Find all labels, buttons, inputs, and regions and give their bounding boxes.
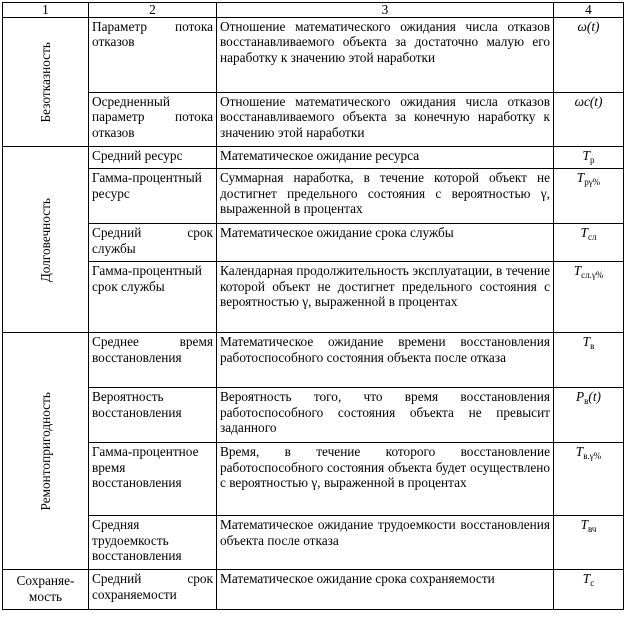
group-label: Долговечность: [38, 197, 53, 282]
header-cell-4: 4: [554, 3, 624, 18]
table-row: [3, 224, 624, 262]
group-cell-sokhranyaemost: [3, 570, 89, 610]
symbol-cell: [554, 516, 624, 570]
symbol: T: [582, 571, 591, 587]
symbol-cell: [554, 333, 624, 388]
definition-cell: Математическое ожидание срока службы: [217, 224, 554, 262]
group-cell-bezotkaznost: [3, 18, 89, 147]
table-row: [3, 388, 624, 443]
definition-cell: Вероятность того, что время восстановления работоспособного состояния объекта не превысит заданного: [217, 388, 554, 443]
term-cell: Гамма-процентный ресурс: [89, 169, 217, 224]
table-body: [3, 3, 624, 610]
table-row: [3, 570, 624, 610]
term-cell: Среднее время восстановления: [89, 333, 217, 388]
symbol-cell: [554, 570, 624, 610]
symbol: T: [576, 170, 585, 186]
symbol-cell: [554, 388, 624, 443]
header-cell-1: 1: [3, 3, 89, 18]
symbol-subscript: р: [589, 155, 595, 165]
table-row: [3, 443, 624, 516]
term-cell: Гамма-процентный срок службы: [89, 262, 217, 333]
symbol-cell: [554, 262, 624, 333]
definition-cell: Календарная продолжительность эксплуатации, в течение которой объект не достигнет предельного состояния с вероятностью γ, выраженной в процентах: [217, 262, 554, 333]
group-cell-dolgovechnost: [3, 147, 89, 333]
symbol-subscript: с: [590, 578, 595, 589]
symbol-subscript: вч: [587, 524, 597, 535]
definition-cell: Отношение математического ожидания числа отказов восстанавливаемого объекта за конечную наработку к значению этой наработки: [217, 93, 554, 147]
symbol: T: [580, 517, 588, 533]
symbol: T: [575, 444, 584, 460]
definition-cell: Время, в течение которого восстановление работоспособного состояния объекта будет осуществлено с вероятностью γ, выраженной в процентах: [217, 443, 554, 516]
term-cell: Параметр потока отказов: [89, 18, 217, 93]
symbol-subscript: в: [584, 396, 589, 407]
term-cell: Средняя трудоемкость восстановления: [89, 516, 217, 570]
reliability-indicators-table: [2, 2, 624, 610]
term-cell: Вероятность восстановления: [89, 388, 217, 443]
symbol-subscript: рγ%: [584, 177, 601, 188]
symbol-argument: (t): [588, 389, 601, 405]
header-cell-3: 3: [217, 3, 554, 18]
group-cell-remontoprigodnost: [3, 333, 89, 570]
symbol: T: [582, 334, 591, 350]
definition-cell: Математическое ожидание ресурса: [217, 147, 554, 169]
symbol-cell: [554, 169, 624, 224]
symbol-subscript: в: [590, 341, 595, 352]
definition-cell: Отношение математического ожидания числа отказов восстанавливаемого объекта за достаточно малую его наработку к значению этой наработки: [217, 18, 554, 93]
definition-cell: Математическое ожидание времени восстановления работоспособного состояния объекта после отказа: [217, 333, 554, 388]
symbol-cell: [554, 224, 624, 262]
group-label: Сохраняе- мость: [16, 573, 75, 604]
symbol-subscript: сл: [587, 232, 597, 243]
table-row: [3, 262, 624, 333]
definition-cell: Математическое ожидание трудоемкости восстановления объекта после отказа: [217, 516, 554, 570]
header-row: [3, 3, 624, 18]
symbol: T: [580, 225, 588, 241]
symbol: T: [582, 148, 590, 163]
term-cell: Осредненный параметр потока отказов: [89, 93, 217, 147]
symbol-subscript: в.γ%: [583, 451, 602, 462]
group-label: Безотказность: [38, 41, 53, 123]
symbol-subscript: сл.γ%: [581, 270, 604, 281]
table-row: [3, 93, 624, 147]
term-cell: Гамма-процентное время восстановления: [89, 443, 217, 516]
symbol-cell: [554, 443, 624, 516]
table-row: [3, 516, 624, 570]
definition-cell: Математическое ожидание срока сохраняемости: [217, 570, 554, 610]
symbol-cell: [554, 93, 624, 147]
table-row: [3, 147, 624, 169]
term-cell: Средний срок сохраняемости: [89, 570, 217, 610]
term-cell: Средний срок службы: [89, 224, 217, 262]
header-cell-2: 2: [89, 3, 217, 18]
symbol-cell: [554, 18, 624, 93]
table-row: [3, 169, 624, 224]
definition-cell: Суммарная наработка, в течение которой объект не достигнет предельного состояния с вероятностью γ, выраженной в процентах: [217, 169, 554, 224]
symbol: ω(t): [577, 19, 600, 34]
term-cell: Средний ресурс: [89, 147, 217, 169]
table-row: [3, 333, 624, 388]
symbol: ωс(t): [574, 94, 603, 109]
symbol: P: [576, 389, 585, 405]
group-label: Ремонтопригодность: [38, 392, 53, 511]
table-row: [3, 18, 624, 93]
symbol: T: [573, 263, 582, 279]
symbol-cell: [554, 147, 624, 169]
